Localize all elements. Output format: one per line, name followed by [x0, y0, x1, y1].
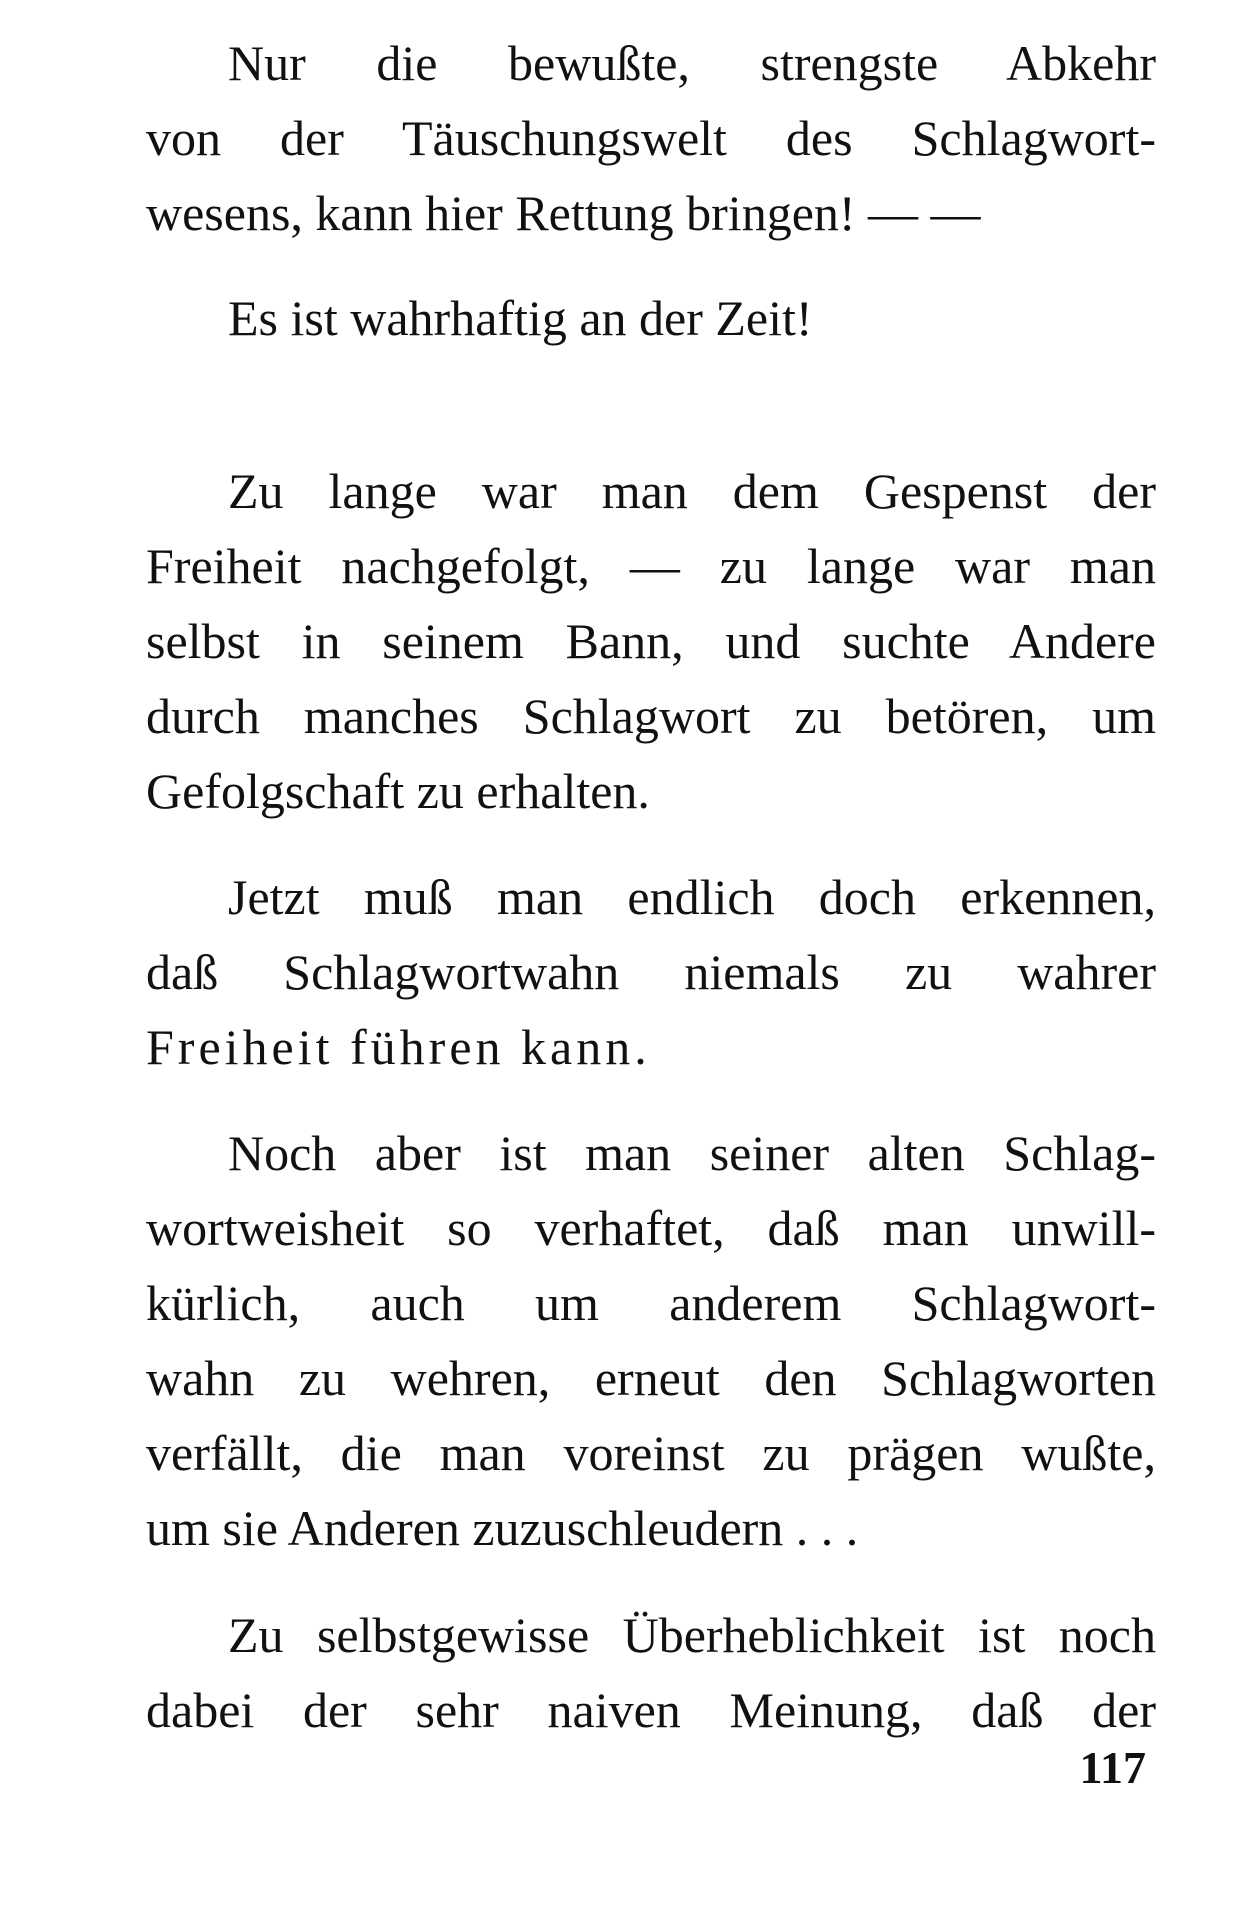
text-line: daß Schlagwortwahn niemals zu wahrer — [146, 944, 1156, 1000]
text-line: Freiheit nachgefolgt, — zu lange war man — [146, 538, 1156, 594]
text-line: verfällt, die man voreinst zu prägen wußte, — [146, 1425, 1156, 1481]
text-line: Es ist wahrhaftig an der Zeit! — [228, 290, 813, 346]
text-line: Nur die bewußte, strengste Abkehr — [228, 35, 1156, 91]
text-line: von der Täuschungswelt des Schlagwort- — [146, 110, 1156, 166]
text-line: Jetzt muß man endlich doch erkennen, — [228, 869, 1156, 925]
text-line: Noch aber ist man seiner alten Schlag- — [228, 1125, 1156, 1181]
text-line: wesens, kann hier Rettung bringen! — — — [146, 185, 981, 241]
text-line: wortweisheit so verhaftet, daß man unwill- — [146, 1200, 1156, 1256]
page-number: 117 — [1079, 1742, 1146, 1793]
text-line: um sie Anderen zuzuschleudern . . . — [146, 1500, 859, 1556]
text-line: Gefolgschaft zu erhalten. — [146, 763, 650, 819]
text-line: dabei der sehr naiven Meinung, daß der — [146, 1682, 1156, 1738]
text-line: Zu lange war man dem Gespenst der — [228, 463, 1156, 519]
text-line: Freiheit führen kann. — [146, 1019, 651, 1075]
text-line: kürlich, auch um anderem Schlagwort- — [146, 1275, 1156, 1331]
text-line: Zu selbstgewisse Überheblichkeit ist noch — [228, 1607, 1156, 1663]
text-line: selbst in seinem Bann, und suchte Andere — [146, 613, 1156, 669]
text-line: durch manches Schlagwort zu betören, um — [146, 688, 1156, 744]
text-line: wahn zu wehren, erneut den Schlagworten — [146, 1350, 1156, 1406]
